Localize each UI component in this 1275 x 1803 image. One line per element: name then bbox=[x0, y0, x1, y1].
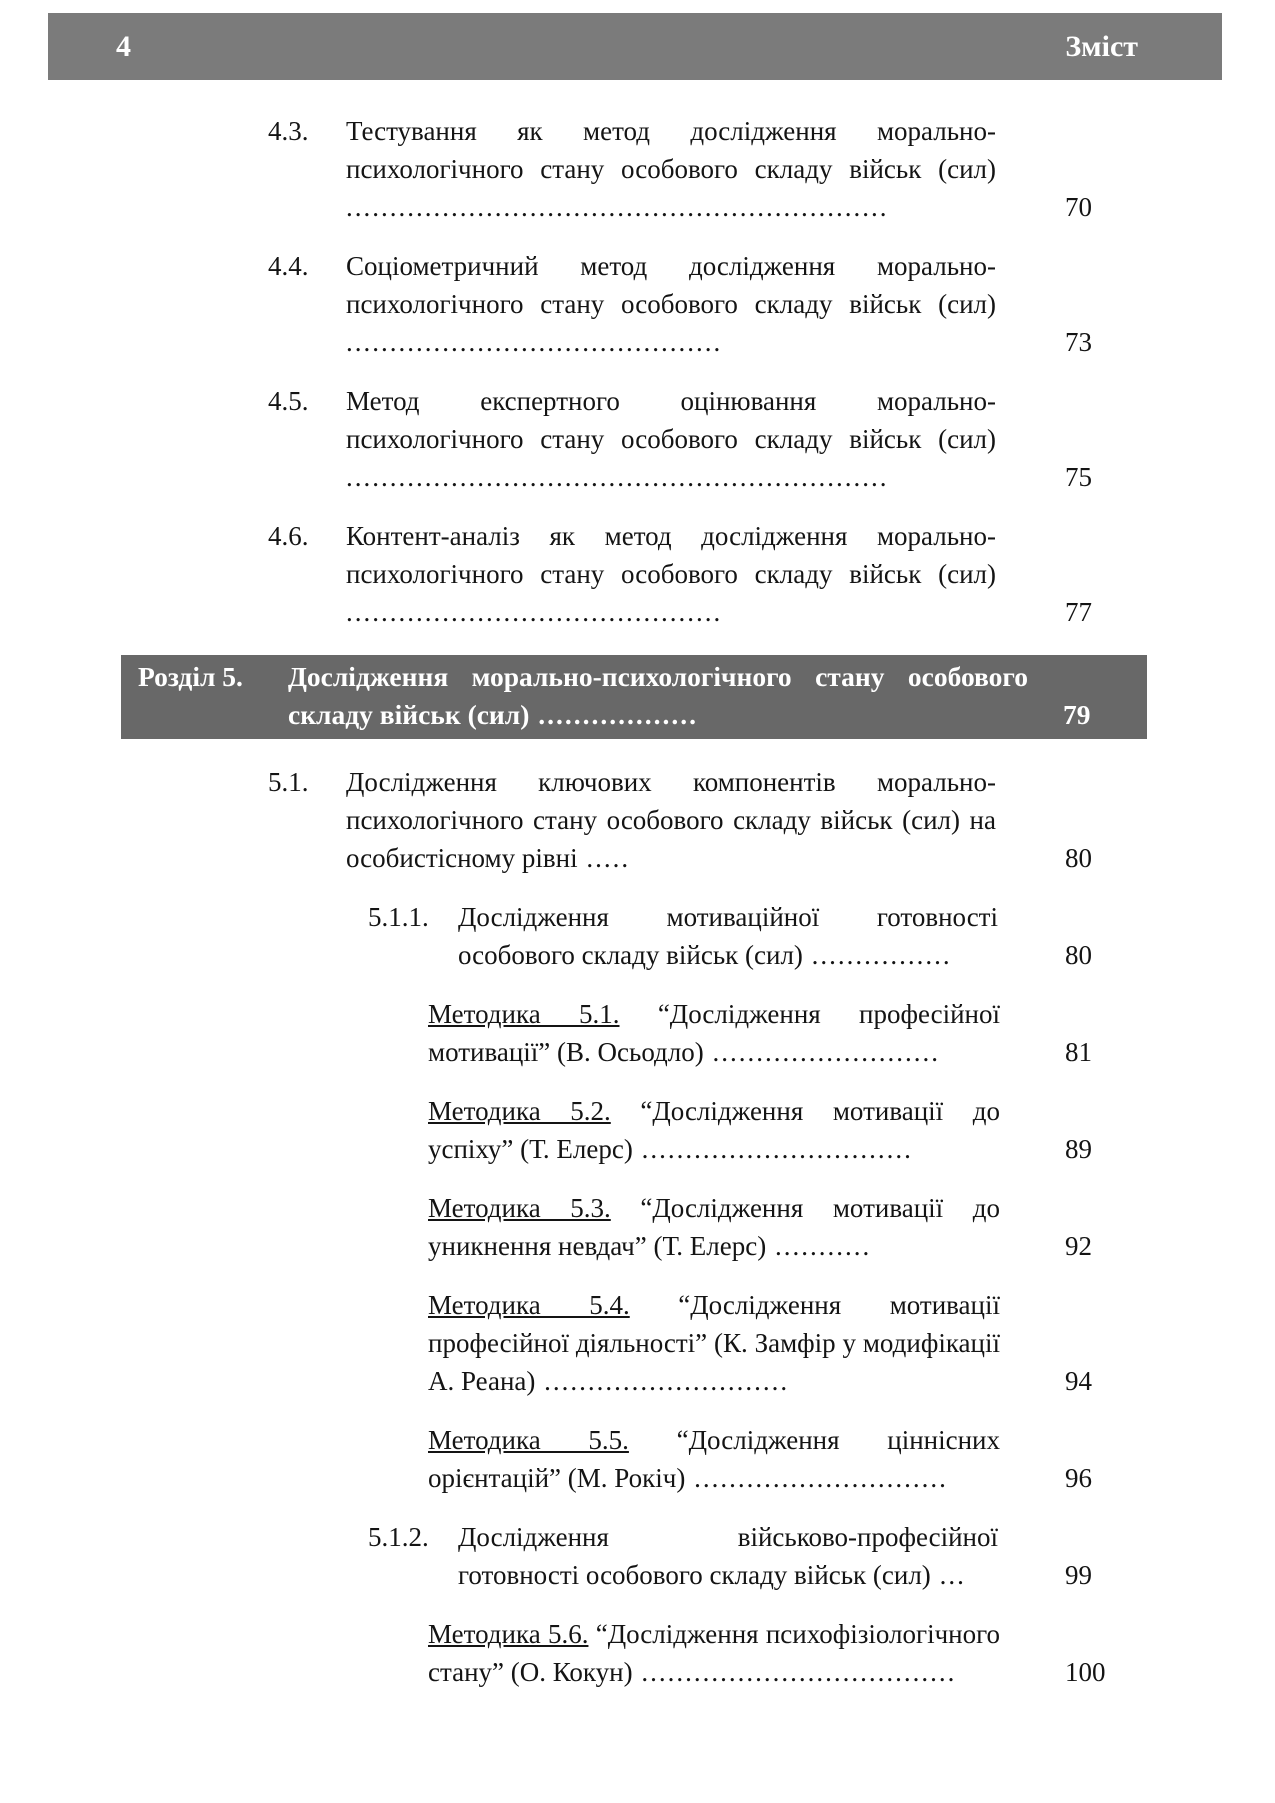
toc-entry bbox=[0, 247, 1275, 361]
dot-leader: .................................... bbox=[632, 1657, 957, 1687]
toc-entry-title-text: Соціометричний метод дослідження морально-психологічного стану особового складу військ (сил) bbox=[346, 251, 996, 319]
dot-leader: ..... bbox=[577, 843, 631, 873]
toc-entry bbox=[0, 112, 1275, 226]
chapter-number: Розділ 5. bbox=[138, 661, 243, 692]
method-label: Методика 5.3. bbox=[428, 1193, 611, 1223]
toc-entry-title-text: “Дослідження мотивації до успіху” (Т. Елерс) bbox=[428, 1096, 1000, 1164]
toc-entry-page: 80 bbox=[1065, 940, 1092, 970]
toc-entry-number: 4.6. bbox=[268, 521, 309, 551]
toc-entry-title bbox=[346, 517, 996, 631]
toc-entry-title bbox=[428, 1286, 1000, 1400]
toc-entry-number: 4.3. bbox=[268, 116, 309, 146]
dot-leader: ................ bbox=[802, 940, 952, 970]
header-page-number: 4 bbox=[116, 29, 131, 63]
method-label: Методика 5.6. bbox=[428, 1619, 589, 1649]
toc-method-entry bbox=[0, 1189, 1275, 1265]
toc-subentry bbox=[0, 1518, 1275, 1594]
toc-entry-page: 80 bbox=[1065, 843, 1092, 873]
chapter-heading-band bbox=[121, 655, 1147, 739]
method-label: Методика 5.5. bbox=[428, 1425, 629, 1455]
dot-leader: ........... bbox=[766, 1231, 872, 1261]
toc-entry-title bbox=[428, 995, 1000, 1071]
toc-entry-title bbox=[458, 898, 998, 974]
toc-entry-title bbox=[458, 1518, 998, 1594]
dot-leader: ............................. bbox=[685, 1463, 948, 1493]
toc-entry-title bbox=[428, 1092, 1000, 1168]
dot-leader: ... bbox=[930, 1560, 966, 1590]
toc-entry-title-text: Контент-аналіз як метод дослідження морально-психологічного стану особового складу військ (сил) bbox=[346, 521, 996, 589]
toc-entry-title-text: “Дослідження психофізіологічного стану” (О. Кокун) bbox=[428, 1619, 1000, 1687]
toc-entry-title-text: Дослідження ключових компонентів морально-психологічного стану особового складу військ (сил) на особистісному рівні bbox=[346, 767, 996, 873]
dot-leader: ............................... bbox=[632, 1134, 913, 1164]
toc-entry-number: 5.1.2. bbox=[368, 1522, 429, 1552]
dot-leader: .......................... bbox=[703, 1037, 941, 1067]
toc-entry-title-text: “Дослідження мотивації до уникнення невдач” (Т. Елерс) bbox=[428, 1193, 1000, 1261]
toc-entry-title bbox=[428, 1189, 1000, 1265]
method-label: Методика 5.4. bbox=[428, 1290, 630, 1320]
dot-leader: ............................ bbox=[535, 1366, 790, 1396]
toc-entry-title-text: “Дослідження мотивації професійної діяльності” (К. Замфір у модифікації А. Реана) bbox=[428, 1290, 1000, 1396]
dot-leader: .............................................................. bbox=[346, 192, 889, 222]
toc-entry-page: 73 bbox=[1065, 327, 1092, 357]
toc-entry-title bbox=[346, 382, 996, 496]
toc-entry bbox=[0, 517, 1275, 631]
toc-entry-title-text: Метод експертного оцінювання морально-психологічного стану особового складу військ (сил) bbox=[346, 386, 996, 454]
toc-entry-number: 4.5. bbox=[268, 386, 309, 416]
toc-entry-number: 5.1.1. bbox=[368, 902, 429, 932]
toc-entry-title-text: Тестування як метод дослідження морально-психологічного стану особового складу військ (сил) bbox=[346, 116, 996, 184]
toc-entry-page: 92 bbox=[1065, 1231, 1092, 1261]
toc-entry-page: 81 bbox=[1065, 1037, 1092, 1067]
toc-entry-title-text: “Дослідження ціннісних орієнтацій” (М. Рокіч) bbox=[428, 1425, 1000, 1493]
toc-entry-number: 5.1. bbox=[268, 767, 309, 797]
toc-entry-title bbox=[346, 763, 996, 877]
toc-entry-page: 77 bbox=[1065, 597, 1092, 627]
chapter-title-text: Дослідження морально-психологічного стану особового складу військ (сил) bbox=[288, 661, 1028, 730]
toc-method-entry bbox=[0, 995, 1275, 1071]
toc-entry-page: 99 bbox=[1065, 1560, 1092, 1590]
toc-entry-title bbox=[346, 112, 996, 226]
toc-method-entry bbox=[0, 1286, 1275, 1400]
toc-entry bbox=[0, 763, 1275, 877]
toc-method-entry bbox=[0, 1421, 1275, 1497]
method-label: Методика 5.1. bbox=[428, 999, 620, 1029]
toc-entry-title-text: Дослідження мотиваційної готовності особового складу військ (сил) bbox=[458, 902, 998, 970]
toc-subentry bbox=[0, 898, 1275, 974]
toc-entry-page: 96 bbox=[1065, 1463, 1092, 1493]
toc-entry-page: 89 bbox=[1065, 1134, 1092, 1164]
page-header bbox=[48, 13, 1222, 80]
toc-entry-title bbox=[428, 1615, 1000, 1691]
toc-entry-title-text: “Дослідження професійної мотивації” (В. Осьодло) bbox=[428, 999, 1000, 1067]
dot-leader: .............................................................. bbox=[346, 462, 889, 492]
dot-leader: ........................................... bbox=[346, 597, 723, 627]
toc-method-entry bbox=[0, 1092, 1275, 1168]
header-title: Зміст bbox=[1065, 29, 1138, 63]
toc-method-entry bbox=[0, 1615, 1275, 1691]
method-label: Методика 5.2. bbox=[428, 1096, 611, 1126]
chapter-page: 79 bbox=[1063, 699, 1091, 730]
toc-entry-page: 100 bbox=[1065, 1657, 1106, 1687]
toc-entry-page: 70 bbox=[1065, 192, 1092, 222]
toc-entry-title bbox=[428, 1421, 1000, 1497]
toc-entry-page: 75 bbox=[1065, 462, 1092, 492]
chapter-title bbox=[288, 658, 1028, 734]
toc-entry-title-text: Дослідження військово-професійної готовності особового складу військ (сил) bbox=[458, 1522, 998, 1590]
toc-entry-title bbox=[346, 247, 996, 361]
table-of-contents bbox=[0, 112, 1275, 1712]
toc-entry-page: 94 bbox=[1065, 1366, 1092, 1396]
dot-leader: .................. bbox=[529, 699, 698, 730]
toc-entry bbox=[0, 382, 1275, 496]
dot-leader: ........................................... bbox=[346, 327, 723, 357]
toc-entry-number: 4.4. bbox=[268, 251, 309, 281]
